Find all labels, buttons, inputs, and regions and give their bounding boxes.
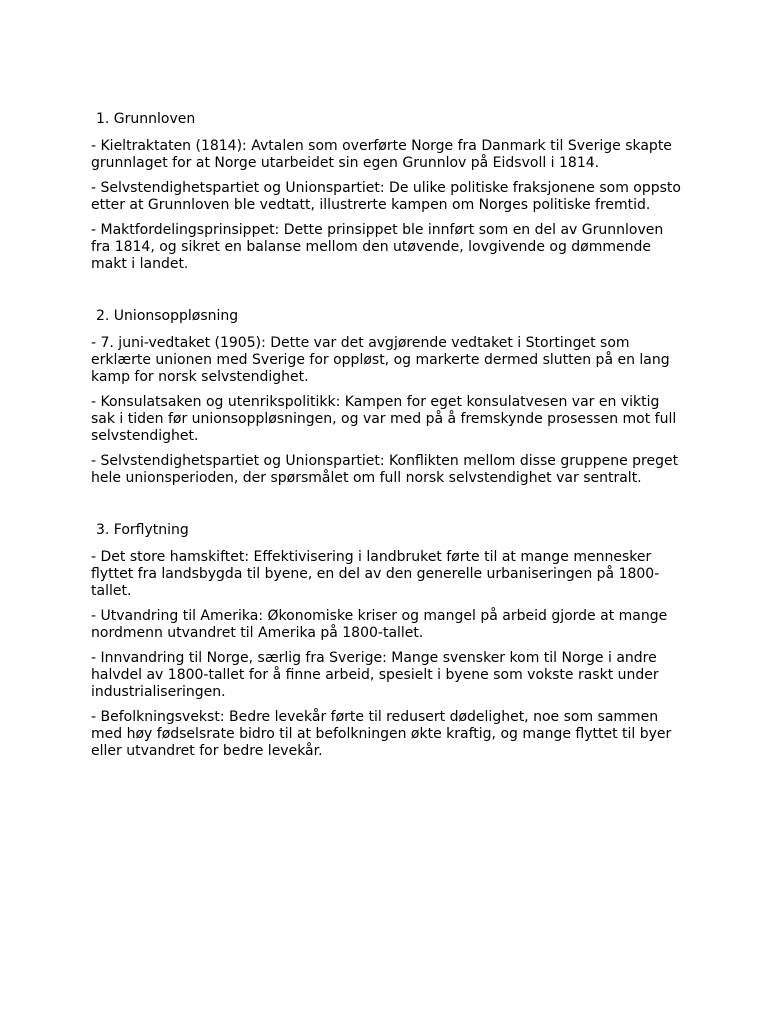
section-unionsopplosning (91, 308, 683, 487)
section-grunnloven (91, 111, 683, 273)
paragraph: - Utvandring til Amerika: Økonomiske kriser og mangel på arbeid gjorde at mange nordmenn utvandret til Amerika på 1800-tallet. (91, 608, 668, 641)
paragraph: - Det store hamskiftet: Effektivisering i landbruket førte til at mange mennesker flyttet fra landsbygda til byene, en del av den generelle urbaniseringen på 1800-tallet. (91, 549, 660, 599)
paragraph: - Selvstendighetspartiet og Unionspartiet: De ulike politiske fraksjonene som oppsto etter at Grunnloven ble vedtatt, illustrerte kampen om Norges politiske fremtid. (91, 180, 681, 213)
paragraph: - Kieltraktaten (1814): Avtalen som overførte Norge fra Danmark til Sverige skapte grunnlaget for at Norge utarbeidet sin egen Grunnlov på Eidsvoll i 1814. (91, 138, 672, 171)
paragraph: - Innvandring til Norge, særlig fra Sverige: Mange svensker kom til Norge i andre halvdel av 1800-tallet for å finne arbeid, spesielt i byene som vokste raskt under industrialiseringen. (91, 650, 659, 700)
paragraph: - Befolkningsvekst: Bedre levekår førte til redusert dødelighet, noe som sammen med høy fødselsrate bidro til at befolkningen økte kraftig, og mange flyttet til byer eller utvandret for bedre levekår. (91, 709, 672, 759)
section-heading: 2. Unionsoppløsning (96, 308, 239, 324)
paragraph: - Konsulatsaken og utenrikspolitikk: Kampen for eget konsulatvesen var en viktig sak i tiden før unionsoppløsningen, og var med på å fremskynde prosessen mot full selvstendighet. (91, 394, 677, 444)
paragraph: - 7. juni-vedtaket (1905): Dette var det avgjørende vedtaket i Stortinget som erklærte unionen med Sverige for oppløst, og markerte dermed slutten på en lang kamp for norsk selvstendighet. (91, 335, 670, 385)
section-forflytning (91, 522, 683, 760)
paragraph: - Maktfordelingsprinsippet: Dette prinsippet ble innført som en del av Grunnloven fra 1814, og sikret en balanse mellom den utøvende, lovgivende og dømmende makt i landet. (91, 222, 664, 272)
document-page (91, 111, 683, 768)
paragraph: - Selvstendighetspartiet og Unionspartiet: Konflikten mellom disse gruppene preget hele unionsperioden, der spørsmålet om full norsk selvstendighet var sentralt. (91, 453, 679, 486)
section-heading: 1. Grunnloven (96, 111, 196, 127)
section-heading: 3. Forflytning (96, 522, 189, 538)
